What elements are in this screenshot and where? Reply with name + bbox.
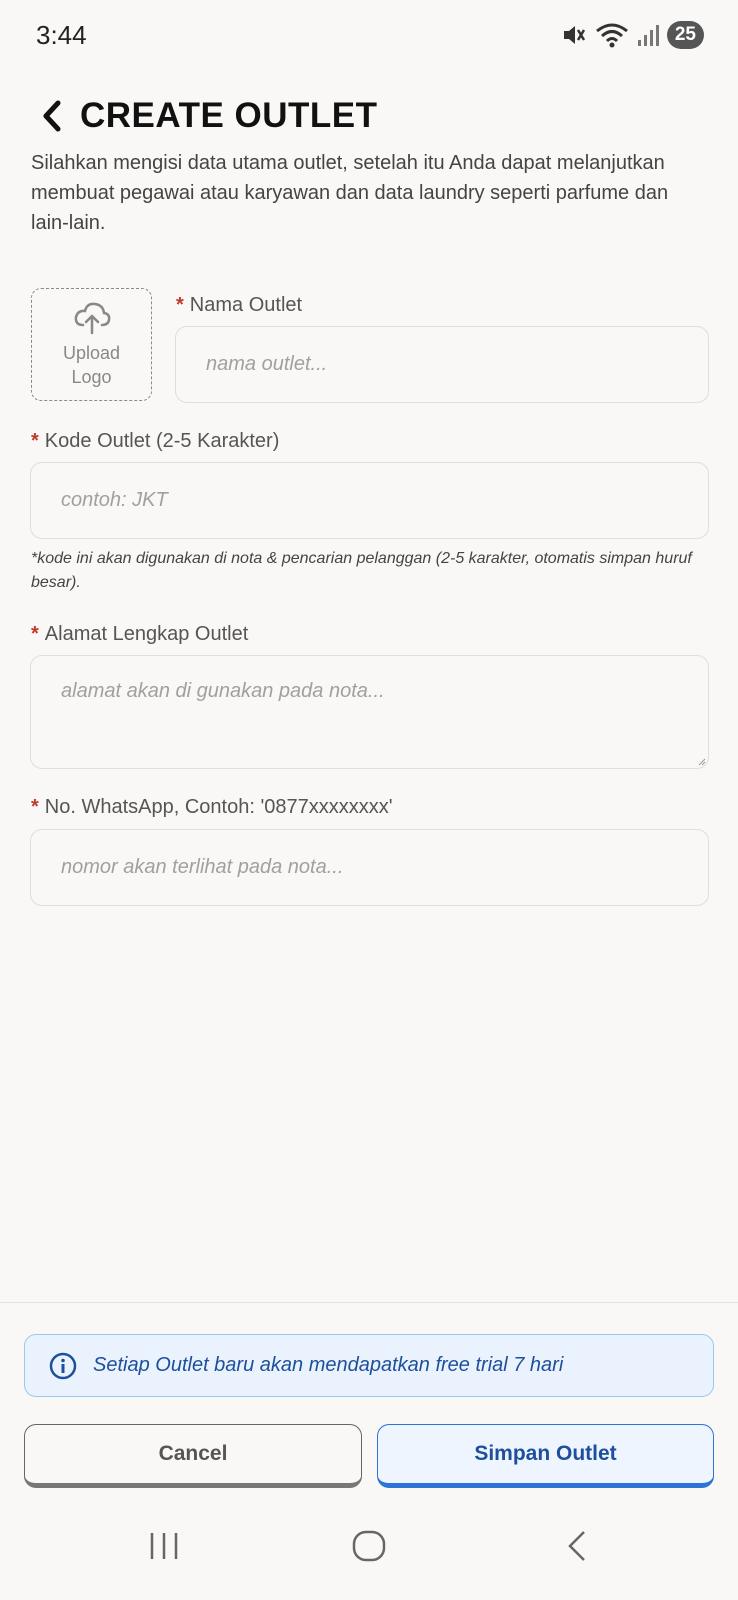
kode-outlet-placeholder: contoh: JKT [61,489,168,511]
info-icon [49,1352,77,1380]
alamat-textarea[interactable] [30,655,709,769]
nama-outlet-input[interactable] [175,326,709,403]
mute-icon [561,22,587,48]
whatsapp-label-text: No. WhatsApp, Contoh: '0877xxxxxxxx' [44,796,393,818]
status-bar [0,0,738,70]
page-header [38,95,378,137]
whatsapp-placeholder: nomor akan terlihat pada nota... [61,856,344,878]
page-title: CREATE OUTLET [80,96,378,135]
kode-outlet-label-text: Kode Outlet (2-5 Karakter) [44,430,280,452]
chevron-left-icon[interactable] [38,98,66,134]
intro-text: Silahkan mengisi data utama outlet, setelah itu Anda dapat melanjutkan membuat pegawai atau karyawan dan data laundry seperti parfume dan lain-lain. [31,152,669,234]
cloud-upload-icon [73,301,111,335]
signal-icon [637,23,659,47]
home-icon[interactable] [352,1530,386,1562]
battery-indicator: 25 [667,21,704,49]
resize-handle-icon[interactable] [698,758,706,766]
upload-label-line2: Logo [71,366,112,387]
recent-apps-icon[interactable] [148,1530,180,1562]
nama-outlet-placeholder: nama outlet... [206,353,328,375]
alamat-label [31,623,248,646]
upload-logo-button[interactable] [31,288,152,401]
required-mark: * [31,796,39,818]
info-text: Setiap Outlet baru akan mendapatkan free trial 7 hari [93,1354,564,1376]
back-nav-icon[interactable] [564,1530,590,1562]
required-mark: * [31,623,39,645]
required-mark: * [31,430,39,452]
alamat-label-text: Alamat Lengkap Outlet [44,623,249,645]
whatsapp-input[interactable] [30,829,709,906]
info-banner [24,1334,714,1397]
system-nav-bar [0,1510,738,1600]
required-mark: * [176,294,184,316]
status-icons [561,20,704,50]
upload-label-line1: Upload [62,342,121,363]
alamat-placeholder: alamat akan di gunakan pada nota... [61,680,385,702]
bottom-divider [0,1302,738,1303]
kode-outlet-hint: *kode ini akan digunakan di nota & pencarian pelanggan (2-5 karakter, otomatis simpan huruf besar). [31,550,692,591]
save-outlet-button[interactable]: Simpan Outlet [377,1424,714,1488]
nama-outlet-label [176,294,302,317]
kode-outlet-input[interactable] [30,462,709,539]
status-time: 3:44 [36,20,87,50]
kode-outlet-label [31,430,279,453]
nama-outlet-label-text: Nama Outlet [189,294,303,316]
cancel-button[interactable]: Cancel [24,1424,362,1488]
whatsapp-label [31,796,393,819]
wifi-icon [595,22,629,48]
